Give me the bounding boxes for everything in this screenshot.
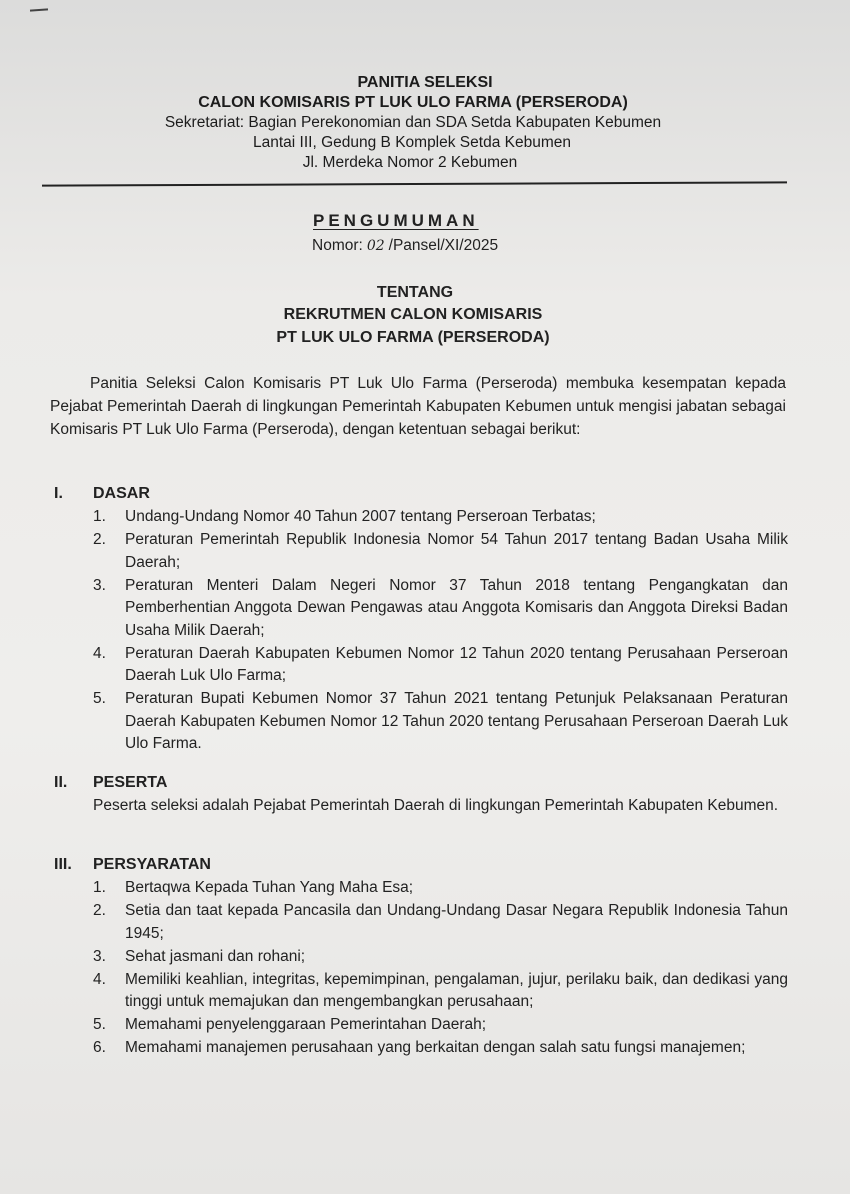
section-persyaratan-number: III.	[54, 856, 72, 873]
intro-paragraph: Panitia Seleksi Calon Komisaris PT Luk Ulo Farma (Perseroda) membuka kesempatan kepada Pejabat Pemerintah Daerah di lingkungan Pemerintah Kabupaten Kebumen untuk mengisi jabatan sebagai Komisaris PT Luk Ulo Farma (Perseroda), dengan ketentuan sebagai berikut:	[50, 375, 786, 438]
list-item-text: Memahami manajemen perusahaan yang berkaitan dengan salah satu fungsi manajemen;	[125, 1039, 746, 1056]
list-item-number: 2.	[93, 531, 106, 548]
list-item-text: Bertaqwa Kepada Tuhan Yang Maha Esa;	[125, 879, 414, 896]
list-item-number: 2.	[93, 902, 106, 919]
list-item	[93, 969, 788, 1014]
header-committee: PANITIA SELEKSI	[357, 74, 493, 91]
pen-mark	[30, 8, 48, 11]
tentang-label: TENTANG	[376, 284, 454, 301]
number-label: Nomor:	[312, 237, 363, 254]
section-dasar-title: DASAR	[93, 485, 150, 502]
list-item-text: Undang-Undang Nomor 40 Tahun 2007 tentang Perseroan Terbatas;	[125, 508, 596, 525]
list-item-number: 4.	[93, 970, 106, 988]
header-address: Jl. Merdeka Nomor 2 Kebumen	[302, 154, 518, 171]
header-divider	[42, 181, 787, 186]
list-item-number: 4.	[93, 644, 106, 662]
list-item	[93, 946, 788, 969]
list-item-number: 5.	[93, 1016, 106, 1033]
section-persyaratan-title: PERSYARATAN	[93, 856, 211, 873]
announcement-title: PENGUMUMAN	[313, 211, 479, 230]
list-item-text: Peraturan Pemerintah Republik Indonesia Nomor 54 Tahun 2017 tentang Badan Usaha Milik Daerah;	[125, 531, 788, 571]
list-item-number: 1.	[93, 879, 106, 896]
list-item	[93, 688, 788, 756]
list-item-text: Memahami penyelenggaraan Pemerintahan Daerah;	[125, 1016, 487, 1033]
dasar-list	[93, 506, 788, 756]
list-item-number: 6.	[93, 1039, 106, 1056]
list-item-number: 3.	[93, 576, 106, 594]
list-item	[93, 575, 788, 643]
list-item	[93, 529, 788, 574]
list-item-number: 3.	[93, 947, 106, 965]
list-item-text: Memiliki keahlian, integritas, kepemimpinan, pengalaman, jujur, perilaku baik, dan dedikasi yang tinggi untuk memajukan dan mengembangkan perusahaan;	[125, 970, 788, 1010]
section-dasar-number: I.	[54, 485, 63, 502]
header-secretariat: Sekretariat: Bagian Perekonomian dan SDA Setda Kabupaten Kebumen	[164, 114, 662, 131]
list-item	[93, 1037, 788, 1060]
list-item-text: Sehat jasmani dan rohani;	[125, 947, 306, 965]
section-peserta-title: PESERTA	[93, 774, 168, 791]
list-item	[93, 900, 788, 945]
subject-line-2: PT LUK ULO FARMA (PERSERODA)	[276, 329, 550, 346]
list-item-text: Peraturan Daerah Kabupaten Kebumen Nomor 12 Tahun 2020 tentang Perusahaan Perseroan Daerah Luk Ulo Farma;	[125, 644, 788, 684]
list-item	[93, 877, 788, 900]
header-floor: Lantai III, Gedung B Komplek Setda Kebumen	[253, 134, 571, 151]
list-item-number: 5.	[93, 690, 106, 707]
list-item	[93, 506, 788, 529]
subject-line-1: REKRUTMEN CALON KOMISARIS	[283, 306, 543, 323]
header-title: CALON KOMISARIS PT LUK ULO FARMA (PERSERODA)	[198, 94, 628, 111]
list-item-text: Peraturan Bupati Kebumen Nomor 37 Tahun 2021 tentang Petunjuk Pelaksanaan Peraturan Daerah Kabupaten Kebumen Nomor 12 Tahun 2020 tentang Perusahaan Perseroan Daerah Luk Ulo Farma.	[125, 690, 788, 752]
list-item-text: Peraturan Menteri Dalam Negeri Nomor 37 Tahun 2018 tentang Pengangkatan dan Pemberhentian Anggota Dewan Pengawas atau Anggota Komisaris dan Anggota Direksi Badan Usaha Milik Daerah;	[125, 576, 788, 639]
list-item-number: 1.	[93, 508, 106, 525]
list-item	[93, 643, 788, 688]
list-item	[93, 1014, 788, 1037]
list-item-text: Setia dan taat kepada Pancasila dan Undang-Undang Dasar Negara Republik Indonesia Tahun 1945;	[125, 902, 788, 942]
section-peserta-number: II.	[54, 774, 68, 791]
number-handwritten: 02	[366, 238, 385, 254]
peserta-text: Peserta seleksi adalah Pejabat Pemerintah Daerah di lingkungan Pemerintah Kabupaten Kebumen.	[93, 797, 779, 814]
announcement-number	[312, 237, 498, 255]
number-suffix: /Pansel/XI/2025	[388, 237, 499, 254]
persyaratan-list	[93, 877, 788, 1060]
